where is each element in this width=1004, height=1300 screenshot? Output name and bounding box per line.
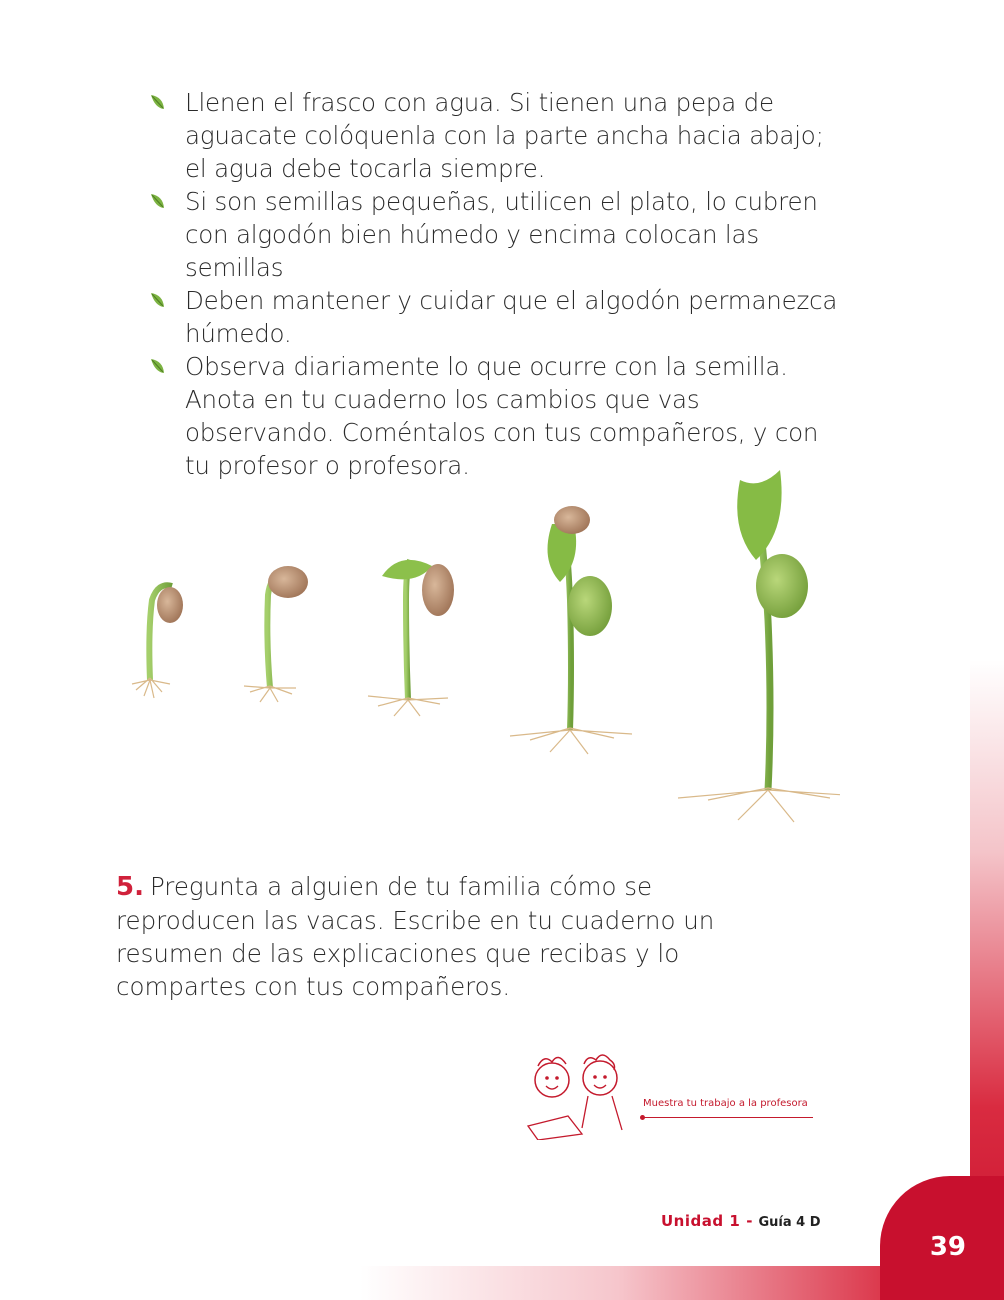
list-item-text: Si son semillas pequeñas, utilicen el plato, lo cubren con algodón bien húmedo y encima colocan las semillas (185, 187, 818, 282)
list-item (150, 284, 850, 350)
list-item-text: Observa diariamente lo que ocurre con la semilla. Anota en tu cuaderno los cambios que vas observando. Coméntalos con tus compañeros, y con tu profesor o profesora. (185, 352, 819, 480)
plant-stage-5 (678, 470, 840, 822)
plant-stage-1 (132, 585, 183, 698)
footer-unit: Unidad 1 (661, 1212, 741, 1230)
list-item (150, 185, 850, 284)
question-text: Pregunta a alguien de tu familia cómo se reproducen las vacas. Escribe en tu cuaderno un resumen de las explicaciones que recibas y lo compartes con tus compañeros. (116, 872, 715, 1001)
stamp-line (643, 1117, 813, 1118)
teacher-stamp (518, 1050, 818, 1140)
list-item-text: Deben mantener y cuidar que el algodón permanezca húmedo. (185, 286, 838, 348)
footer-guide: Guía 4 D (758, 1215, 821, 1230)
footer-separator: - (746, 1212, 753, 1230)
list-item-text: Llenen el frasco con agua. Si tienen una pepa de aguacate colóquenla con la parte ancha hacia abajo; el agua debe tocarla siempre. (185, 88, 824, 183)
question-number: 5. (116, 872, 144, 902)
list-item (150, 86, 850, 185)
plant-stage-4 (510, 506, 632, 754)
children-drawing-icon (518, 1050, 638, 1140)
leaf-icon (150, 193, 166, 211)
footer (661, 1212, 821, 1230)
instruction-list (150, 86, 850, 482)
plant-stage-2 (244, 566, 308, 702)
leaf-icon (150, 292, 166, 310)
plant-stage-3 (368, 560, 454, 716)
page-number: 39 (929, 1232, 966, 1262)
stamp-caption: Muestra tu trabajo a la profesora (643, 1098, 808, 1109)
leaf-icon (150, 358, 166, 376)
leaf-icon (150, 94, 166, 112)
question-5 (116, 870, 776, 1003)
seed-germination-illustration (120, 450, 840, 850)
